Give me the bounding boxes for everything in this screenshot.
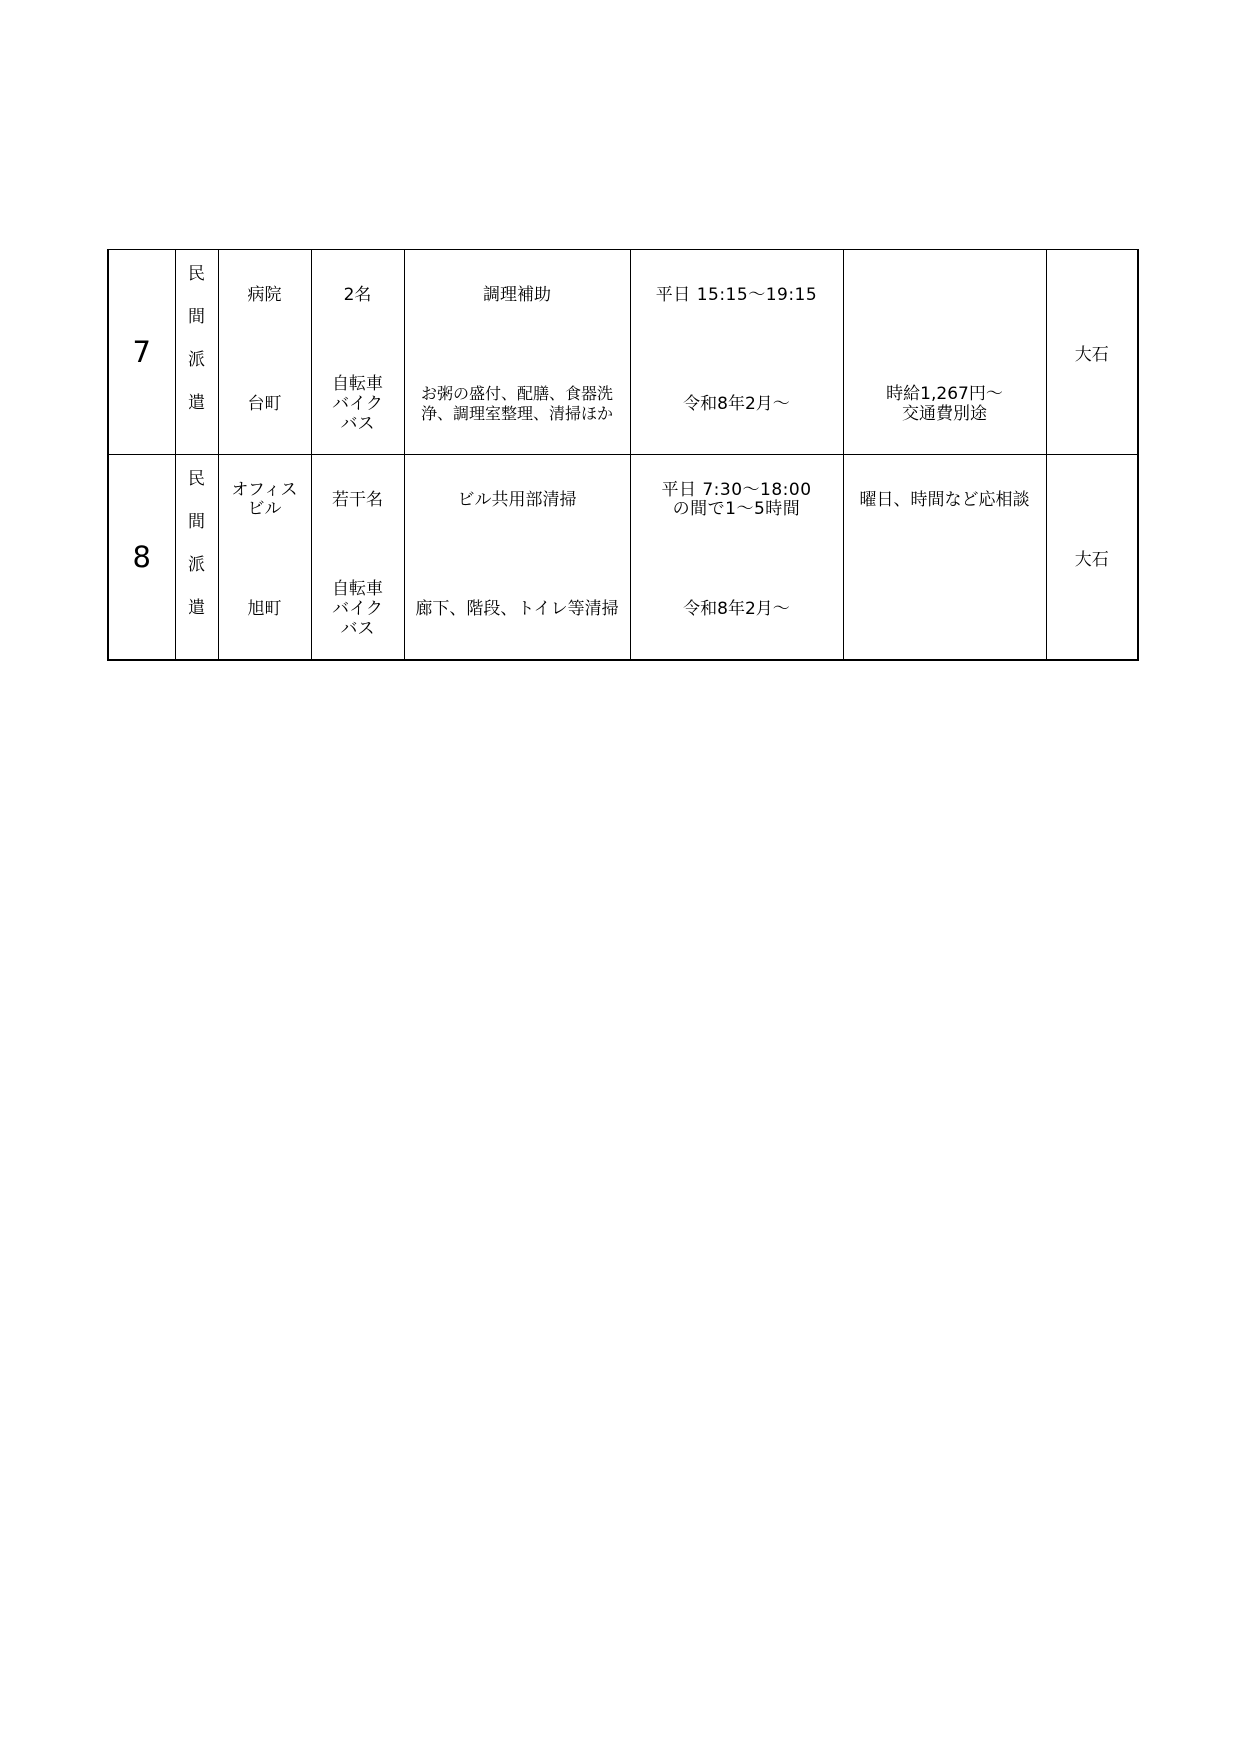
wage-cell: [843, 250, 1046, 455]
category-char: 遣: [188, 393, 205, 413]
openings: 2名: [343, 285, 372, 305]
job-row: [108, 455, 1138, 661]
wage: [844, 577, 1046, 641]
job-detail: お粥の盛付、配膳、食器洗 浄、調理室整理、清掃ほか: [420, 384, 613, 423]
category-char: 遣: [188, 598, 205, 618]
work-hours: 平日 7:30～18:00 の間で1～5時間: [661, 480, 812, 519]
contact-cell: [1046, 250, 1138, 455]
workplace: 病院: [247, 285, 282, 305]
job-number: 8: [108, 455, 175, 661]
workplace: オフィス ビル: [231, 480, 298, 519]
category-char: 派: [188, 555, 205, 575]
job-title: ビル共用部清掃: [457, 490, 577, 510]
location-cell: [218, 250, 311, 455]
job-listing-table: [107, 249, 1139, 661]
job-title: 調理補助: [483, 285, 551, 305]
contact-cell: [1046, 455, 1138, 661]
area: 旭町: [247, 599, 282, 619]
wage-note: [844, 274, 1046, 316]
category-char: 間: [188, 307, 205, 327]
job-number: 7: [108, 250, 175, 455]
commute: 自転車 バイク バス: [332, 374, 383, 434]
job-category: [175, 455, 218, 661]
category-char: 間: [188, 512, 205, 532]
wage-note: 曜日、時間など応相談: [859, 490, 1030, 510]
location-cell: [218, 455, 311, 661]
job-row: [108, 250, 1138, 455]
start-date: 令和8年2月～: [683, 394, 790, 414]
openings: 若干名: [332, 490, 383, 510]
job-cell: [404, 455, 630, 661]
job-cell: [404, 250, 630, 455]
start-date: 令和8年2月～: [683, 599, 790, 619]
job-category: [175, 250, 218, 455]
job-detail: 廊下、階段、トイレ等清掃: [415, 599, 619, 619]
contact-person: 大石: [1074, 549, 1109, 570]
hours-cell: [630, 455, 843, 661]
hours-cell: [630, 250, 843, 455]
openings-cell: [311, 455, 404, 661]
category-char: 民: [188, 469, 205, 489]
work-hours: 平日 15:15～19:15: [655, 285, 818, 305]
area: 台町: [247, 394, 282, 414]
openings-cell: [311, 250, 404, 455]
wage: 時給1,267円～ 交通費別途: [886, 384, 1003, 424]
wage-cell: [843, 455, 1046, 661]
contact-person: 大石: [1074, 344, 1109, 365]
commute: 自転車 バイク バス: [332, 579, 383, 639]
category-char: 派: [188, 350, 205, 370]
category-char: 民: [188, 264, 205, 284]
